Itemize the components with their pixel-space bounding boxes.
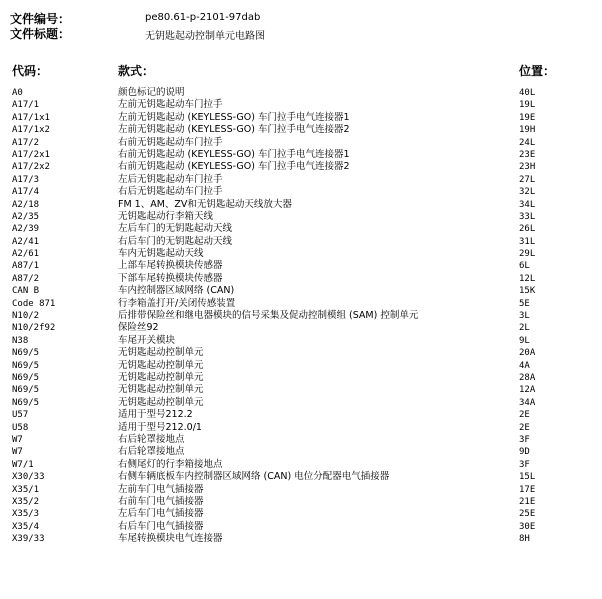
component-description: FM 1、AM、ZV和无钥匙起动天线放大器 <box>118 198 292 210</box>
component-description: 无钥匙起动控制单元 <box>118 359 204 371</box>
list-item <box>0 248 602 260</box>
list-item <box>0 372 602 384</box>
component-code: A17/4 <box>12 187 40 198</box>
component-position: 23H <box>519 162 536 173</box>
component-position: 21E <box>519 496 536 507</box>
component-description: 右前车门电气插接器 <box>118 495 204 507</box>
component-position: 19L <box>519 100 536 111</box>
list-item <box>0 508 602 520</box>
component-position: 27L <box>519 174 536 185</box>
list-item <box>0 186 602 198</box>
component-position: 30E <box>519 521 536 532</box>
list-item <box>0 199 602 211</box>
component-code: U58 <box>12 422 29 433</box>
component-description: 左后车门的无钥匙起动天线 <box>118 223 233 235</box>
component-code: X35/3 <box>12 509 40 520</box>
list-item <box>0 446 602 458</box>
component-description: 无钥匙起动控制单元 <box>118 396 204 408</box>
component-code: CAN B <box>12 286 40 297</box>
component-code: A2/35 <box>12 211 40 222</box>
component-description: 颜色标记的说明 <box>118 87 185 98</box>
component-position: 4A <box>519 360 530 371</box>
list-item <box>0 471 602 483</box>
list-item <box>0 112 602 124</box>
doc-title-value: 无钥匙起动控制单元电路图 <box>145 31 265 42</box>
list-item <box>0 211 602 223</box>
component-code: A17/2 <box>12 137 40 148</box>
component-code: N69/5 <box>12 372 40 383</box>
component-code: A17/1x2 <box>12 125 50 136</box>
component-position: 15K <box>519 286 536 297</box>
component-description: 右前无钥匙起动 (KEYLESS-GO) 车门拉手电气连接器2 <box>118 161 350 173</box>
list-item <box>0 273 602 285</box>
component-position: 28A <box>519 372 536 383</box>
list-item <box>0 310 602 322</box>
component-position: 25E <box>519 509 536 520</box>
doc-number-value: pe80.61-p-2101-97dab <box>145 12 261 23</box>
doc-number-label: 文件编号： <box>10 12 71 26</box>
component-position: 17E <box>519 484 536 495</box>
list-item <box>0 87 602 99</box>
component-description: 适用于型号212.2 <box>118 409 193 421</box>
component-code: X35/1 <box>12 484 40 495</box>
component-position: 24L <box>519 137 536 148</box>
list-item <box>0 149 602 161</box>
list-item <box>0 137 602 149</box>
list-item <box>0 484 602 496</box>
list-item <box>0 360 602 372</box>
list-item <box>0 260 602 272</box>
component-description: 后排带保险丝和继电器模块的信号采集及促动控制模组 (SAM) 控制单元 <box>118 310 419 322</box>
list-item <box>0 521 602 533</box>
list-item <box>0 397 602 409</box>
component-description: 左前车门电气插接器 <box>118 483 204 495</box>
component-description: 下部车尾转换模块传感器 <box>118 272 223 284</box>
list-item <box>0 347 602 359</box>
component-description: 无钥匙起动控制单元 <box>118 347 204 359</box>
column-header-code: 代码： <box>12 64 49 78</box>
component-code: A17/2x1 <box>12 149 50 160</box>
list-item <box>0 322 602 334</box>
component-code: N69/5 <box>12 397 40 408</box>
component-position: 3L <box>519 311 530 322</box>
component-description: 无钥匙起动控制单元 <box>118 384 204 396</box>
list-item <box>0 124 602 136</box>
component-code: N69/5 <box>12 385 40 396</box>
component-position: 2E <box>519 422 530 433</box>
component-code: W7 <box>12 447 23 458</box>
list-item <box>0 335 602 347</box>
component-position: 12L <box>519 273 536 284</box>
list-item <box>0 298 602 310</box>
component-description: 车内无钥匙起动天线 <box>118 248 204 260</box>
list-item <box>0 434 602 446</box>
component-code: X35/2 <box>12 496 40 507</box>
component-description: 左前无钥匙起动 (KEYLESS-GO) 车门拉手电气连接器2 <box>118 124 350 136</box>
component-position: 3F <box>519 459 530 470</box>
list-item <box>0 459 602 471</box>
component-position: 26L <box>519 224 536 235</box>
component-code: A17/1 <box>12 100 40 111</box>
component-code: A0 <box>12 88 23 98</box>
component-code: N10/2 <box>12 311 40 322</box>
list-item <box>0 533 602 545</box>
component-description: 保险丝92 <box>118 322 159 334</box>
component-description: 右侧车辆底板车内控制器区域网络 (CAN) 电位分配器电气插接器 <box>118 471 390 483</box>
component-position: 31L <box>519 236 536 247</box>
component-description: 右后车门的无钥匙起动天线 <box>118 235 233 247</box>
list-item <box>0 285 602 297</box>
component-code: X39/33 <box>12 534 45 545</box>
component-description: 右后轮罩接地点 <box>118 433 185 445</box>
component-description: 右前无钥匙起动 (KEYLESS-GO) 车门拉手电气连接器1 <box>118 148 350 160</box>
component-description: 左后车门电气插接器 <box>118 508 204 520</box>
component-position: 23E <box>519 149 536 160</box>
list-item <box>0 99 602 111</box>
list-item <box>0 409 602 421</box>
column-header-desc: 款式： <box>118 64 155 78</box>
component-code: A2/41 <box>12 236 40 247</box>
component-description: 左后无钥匙起动车门拉手 <box>118 173 223 185</box>
component-description: 右后车门电气插接器 <box>118 520 204 532</box>
component-description: 左前无钥匙起动 (KEYLESS-GO) 车门拉手电气连接器1 <box>118 111 350 123</box>
component-code: A17/3 <box>12 174 40 185</box>
component-position: 20A <box>519 348 536 359</box>
component-description: 左前无钥匙起动车门拉手 <box>118 99 223 111</box>
component-description: 右后无钥匙起动车门拉手 <box>118 186 223 198</box>
component-description: 上部车尾转换模块传感器 <box>118 260 223 272</box>
component-position: 12A <box>519 385 536 396</box>
component-code: N38 <box>12 335 29 346</box>
component-code: A87/1 <box>12 261 40 272</box>
component-position: 9D <box>519 447 530 458</box>
component-code: N10/2f92 <box>12 323 56 334</box>
component-description: 车尾开关模块 <box>118 334 176 346</box>
component-position: 2L <box>519 323 530 334</box>
component-description: 车尾转换模块电气连接器 <box>118 533 223 545</box>
component-code: X35/4 <box>12 521 40 532</box>
doc-title-label: 文件标题： <box>10 27 71 41</box>
list-item <box>0 223 602 235</box>
component-code: U57 <box>12 410 29 421</box>
component-description: 无钥匙起动控制单元 <box>118 371 204 383</box>
list-item <box>0 174 602 186</box>
component-description: 无钥匙起动行李箱天线 <box>118 210 214 222</box>
component-position: 8H <box>519 534 530 545</box>
component-code: W7/1 <box>12 459 34 470</box>
component-position: 34L <box>519 199 536 210</box>
component-code: A2/61 <box>12 249 40 260</box>
component-description: 右前无钥匙起动车门拉手 <box>118 136 223 148</box>
component-description: 行李箱盖打开/关闭传感装置 <box>118 297 236 309</box>
component-code: N69/5 <box>12 348 40 359</box>
component-position: 9L <box>519 335 530 346</box>
component-code: A87/2 <box>12 273 40 284</box>
component-description: 右侧尾灯的行李箱接地点 <box>118 458 223 470</box>
component-position: 19E <box>519 112 536 123</box>
component-position: 5E <box>519 298 530 309</box>
list-item <box>0 161 602 173</box>
component-description: 适用于型号212.0/1 <box>118 421 202 433</box>
list-item <box>0 236 602 248</box>
component-code: Code 871 <box>12 298 56 309</box>
component-position: 32L <box>519 187 536 198</box>
component-description: 右后轮罩接地点 <box>118 446 185 458</box>
component-description: 车内控制器区域网络 (CAN) <box>118 285 235 297</box>
component-code: X30/33 <box>12 472 45 483</box>
list-item <box>0 422 602 434</box>
component-position: 3F <box>519 434 530 445</box>
component-code: A2/18 <box>12 199 40 210</box>
component-position: 34A <box>519 397 536 408</box>
component-position: 19H <box>519 125 536 136</box>
component-position: 2E <box>519 410 530 421</box>
component-code: A17/1x1 <box>12 112 50 123</box>
component-position: 6L <box>519 261 530 272</box>
list-item <box>0 384 602 396</box>
component-code: W7 <box>12 434 23 445</box>
list-item <box>0 496 602 508</box>
component-position: 40L <box>519 88 536 98</box>
component-position: 33L <box>519 211 536 222</box>
component-code: A17/2x2 <box>12 162 50 173</box>
component-code: A2/39 <box>12 224 40 235</box>
column-header-pos: 位置： <box>519 64 556 78</box>
component-position: 15L <box>519 472 536 483</box>
component-code: N69/5 <box>12 360 40 371</box>
component-position: 29L <box>519 249 536 260</box>
component-list <box>0 87 602 545</box>
